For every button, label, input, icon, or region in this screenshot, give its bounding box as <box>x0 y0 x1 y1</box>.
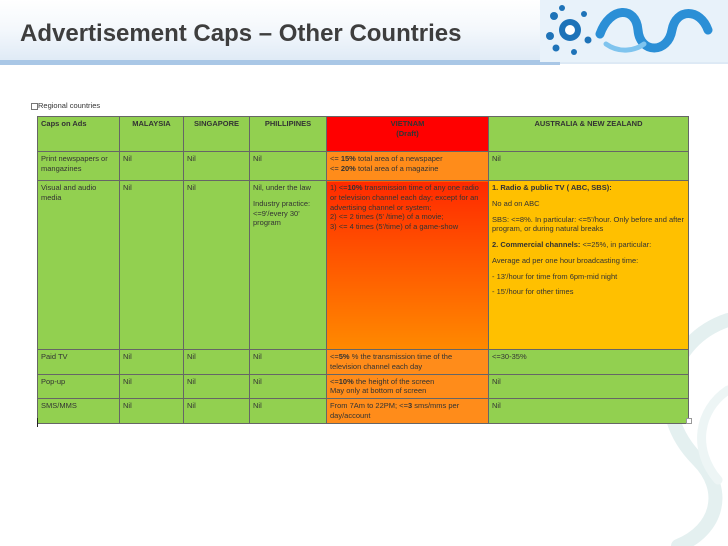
vietnam-label: VIETNAM <box>390 119 425 128</box>
cell-sms-malaysia: Nil <box>120 399 184 424</box>
text: <=25%, in particular: <box>580 240 652 249</box>
percent-value: 10% <box>338 376 354 386</box>
header-australia-nz: AUSTRALIA & NEW ZEALAND <box>489 117 689 152</box>
australia-heading-public: 1. Radio & public TV ( ABC, SBS): <box>492 183 612 192</box>
cell-visual-vietnam <box>327 181 489 350</box>
percent-value: 5% <box>338 352 350 361</box>
cell-sms-singapore: Nil <box>184 399 250 424</box>
table-resize-handle[interactable] <box>686 418 692 424</box>
percent-value: 15% <box>340 154 356 163</box>
cell-print-australia: Nil <box>489 152 689 181</box>
percent-value: 10% <box>347 183 363 192</box>
count-value: 3 <box>407 401 413 410</box>
print-vietnam-line2 <box>330 164 485 174</box>
print-vietnam-line1 <box>330 154 485 164</box>
row-label-popup: Pop-up <box>38 374 120 399</box>
header-phillipines: PHILLIPINES <box>250 117 327 152</box>
table-header-row <box>38 117 689 152</box>
visual-vietnam-line2: 2) <= 2 times (5' /time) of a movie; <box>330 212 444 222</box>
header-caps-on-ads: Caps on Ads <box>38 117 120 152</box>
brand-logo <box>540 0 728 62</box>
text: 2. Commercial channels: <box>492 240 581 249</box>
cell-paidtv-malaysia: Nil <box>120 350 184 375</box>
table-move-handle[interactable] <box>31 103 38 110</box>
cell-print-vietnam <box>327 152 489 181</box>
cell-visual-singapore: Nil <box>184 181 250 350</box>
header-singapore: SINGAPORE <box>184 117 250 152</box>
cell-paidtv-phillipines: Nil <box>250 350 327 375</box>
cell-print-phillipines: Nil <box>250 152 327 181</box>
australia-heading-commercial <box>492 240 685 250</box>
cell-popup-malaysia: Nil <box>120 374 184 399</box>
popup-vietnam-line1 <box>330 377 485 387</box>
table-row <box>38 374 689 399</box>
text-cursor <box>37 418 38 427</box>
text: <= <box>330 352 339 361</box>
text: From 7Am to 22PM; <= <box>330 401 408 410</box>
text: <= <box>330 154 341 163</box>
australia-no-ad-abc: No ad on ABC <box>492 198 540 208</box>
popup-vietnam-line2: May only at bottom of screen <box>330 386 427 396</box>
slide-title: Advertisement Caps – Other Countries <box>20 20 462 47</box>
cell-popup-singapore: Nil <box>184 374 250 399</box>
australia-average: Average ad per one hour broadcasting time: <box>492 255 639 265</box>
text: transmission time of any one radio or television channel each day; except for an advertising channel or system; <box>330 183 479 212</box>
cell-paidtv-australia: <=30-35% <box>489 350 689 375</box>
table-row <box>38 399 689 424</box>
cell-sms-phillipines: Nil <box>250 399 327 424</box>
cell-popup-vietnam <box>327 374 489 399</box>
cell-paidtv-singapore: Nil <box>184 350 250 375</box>
cell-print-malaysia: Nil <box>120 152 184 181</box>
table-caption: Regional countries <box>38 101 101 110</box>
text: total area of a magazine <box>355 163 439 173</box>
australia-sbs: SBS: <=8%. In particular: <=5'/hour. Only before and after program, or during natural breaks <box>492 214 684 234</box>
cell-visual-australia <box>489 181 689 350</box>
ad-caps-table <box>37 116 689 424</box>
row-label-sms: SMS/MMS <box>38 399 120 424</box>
table-row <box>38 350 689 375</box>
cell-popup-australia: Nil <box>489 374 689 399</box>
vietnam-draft-note: (Draft) <box>396 128 419 138</box>
header-malaysia: MALAYSIA <box>120 117 184 152</box>
visual-phillipines-practice: Industry practice: <=9'/every 30' program <box>253 198 311 228</box>
table-row <box>38 152 689 181</box>
australia-other: - 15'/hour for other times <box>492 287 574 297</box>
cell-sms-vietnam <box>327 399 489 424</box>
cell-visual-phillipines <box>250 181 327 350</box>
text: <= <box>330 163 341 173</box>
cell-paidtv-vietnam <box>327 350 489 375</box>
text: total area of a newspaper <box>355 154 443 163</box>
cell-visual-malaysia: Nil <box>120 181 184 350</box>
row-label-visual: Visual and audio media <box>38 181 120 350</box>
row-label-print: Print newspapers or mangazines <box>38 152 120 181</box>
text: the height of the screen <box>353 376 435 386</box>
cell-popup-phillipines: Nil <box>250 374 327 399</box>
table-row <box>38 181 689 350</box>
header-vietnam <box>327 117 489 152</box>
header-divider <box>0 60 560 65</box>
text: 1) <= <box>330 183 348 192</box>
cell-sms-australia: Nil <box>489 399 689 424</box>
cell-print-singapore: Nil <box>184 152 250 181</box>
visual-phillipines-law: Nil, under the law <box>253 183 311 192</box>
row-label-paid-tv: Paid TV <box>38 350 120 375</box>
text: sms/mms per day/account <box>330 401 460 420</box>
text: <= <box>330 376 339 386</box>
australia-evening: - 13'/hour for time from 6pm-mid night <box>492 271 618 281</box>
percent-value: 20% <box>340 163 356 173</box>
visual-vietnam-line1 <box>330 183 485 212</box>
text: % the transmission time of the television channel each day <box>330 352 453 371</box>
visual-vietnam-line3: 3) <= 4 times (5'/time) of a game-show <box>330 222 459 231</box>
